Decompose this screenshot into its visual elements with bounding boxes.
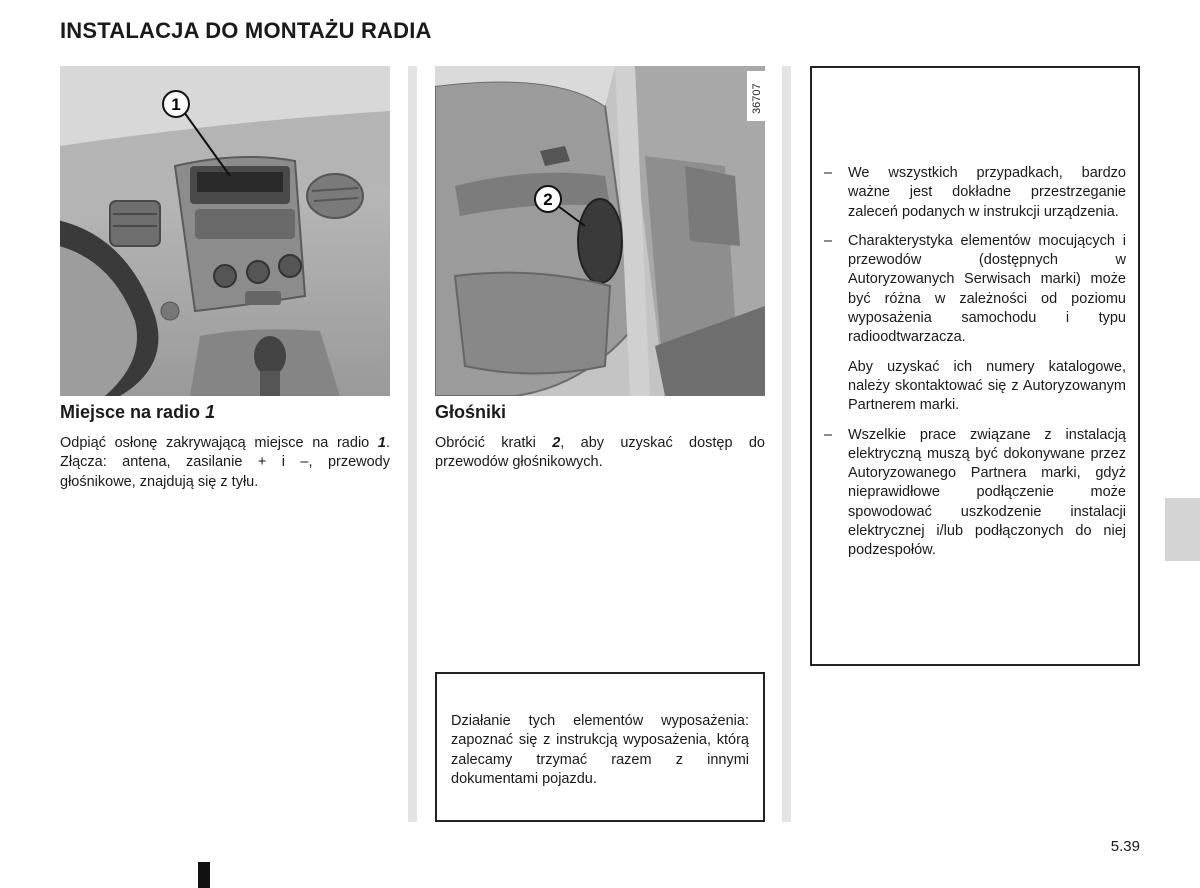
note-item — [824, 426, 1126, 561]
paragraph-text: , aby uzyskać dostęp do przewodów głośnikowych. — [435, 435, 765, 471]
note-text: Charakterystyka elementów mocujących i przewodów (dostępnych w Autoryzowanych Serwisach marki) może być różna w zależności od poziomu wyposażenia samochodu i typu radioodtwarzacza. — [848, 232, 1126, 346]
heading-number: 1 — [205, 402, 216, 422]
paragraph-text: . Złącza: antena, zasilanie + i –, przewody głośnikowe, znajdują się z tyłu. — [60, 435, 390, 490]
bullet-dash: – — [824, 232, 833, 249]
image-code: 36707 — [751, 83, 763, 114]
column-separator — [408, 66, 417, 822]
note-text: We wszystkich przypadkach, bardzo ważne jest dokładne przestrzeganie zaleceń podanych w instrukcji urządzenia. — [848, 165, 1126, 220]
installation-notes-box — [810, 66, 1140, 666]
paragraph-text: Obrócić kratki — [435, 435, 553, 451]
notes-list — [824, 164, 1126, 561]
section-heading-speakers: Głośniki — [435, 402, 507, 422]
chapter-tab — [1165, 498, 1200, 561]
dashboard-radio-photo — [60, 66, 390, 396]
print-mark — [198, 862, 210, 888]
equipment-info-box — [435, 672, 765, 822]
door-speaker-photo — [435, 66, 765, 396]
note-text: Wszelkie prace związane z instalacją elektryczną muszą być dokonywane przez Autoryzowanego Partnera marki, gdyż nieprawidłowe podłączenie może spowodować uszkodzenie instalacji elektrycznej i/lub podłączonych do niej podzespołów. — [848, 426, 1126, 559]
equipment-info-text: Działanie tych elementów wyposażenia: zapoznać się z instrukcją wyposażenia, którą zalecamy trzymać razem z innymi dokumentami pojazdu. — [451, 713, 749, 787]
reference-number: 1 — [377, 435, 386, 451]
note-extra-text: Aby uzyskać ich numery katalogowe, należy skontaktować się z Autoryzowanym Partnerem marki. — [848, 358, 1126, 414]
page-title: INSTALACJA DO MONTAŻU RADIA — [60, 18, 432, 43]
note-item — [824, 164, 1126, 222]
heading-text: Miejsce na radio — [60, 402, 206, 422]
bullet-dash: – — [824, 426, 833, 443]
page-number: 5.39 — [1110, 838, 1140, 855]
column-separator — [782, 66, 791, 822]
radio-description — [60, 434, 390, 492]
paragraph-text: Odpiąć osłonę zakrywającą miejsce na radio — [60, 435, 378, 451]
speakers-description — [435, 434, 765, 473]
callout-label-1: 1 — [171, 95, 181, 114]
callout-label-2: 2 — [543, 190, 553, 209]
section-heading-radio — [60, 402, 215, 423]
reference-number: 2 — [552, 435, 561, 451]
bullet-dash: – — [824, 165, 833, 181]
note-item — [824, 232, 1126, 416]
